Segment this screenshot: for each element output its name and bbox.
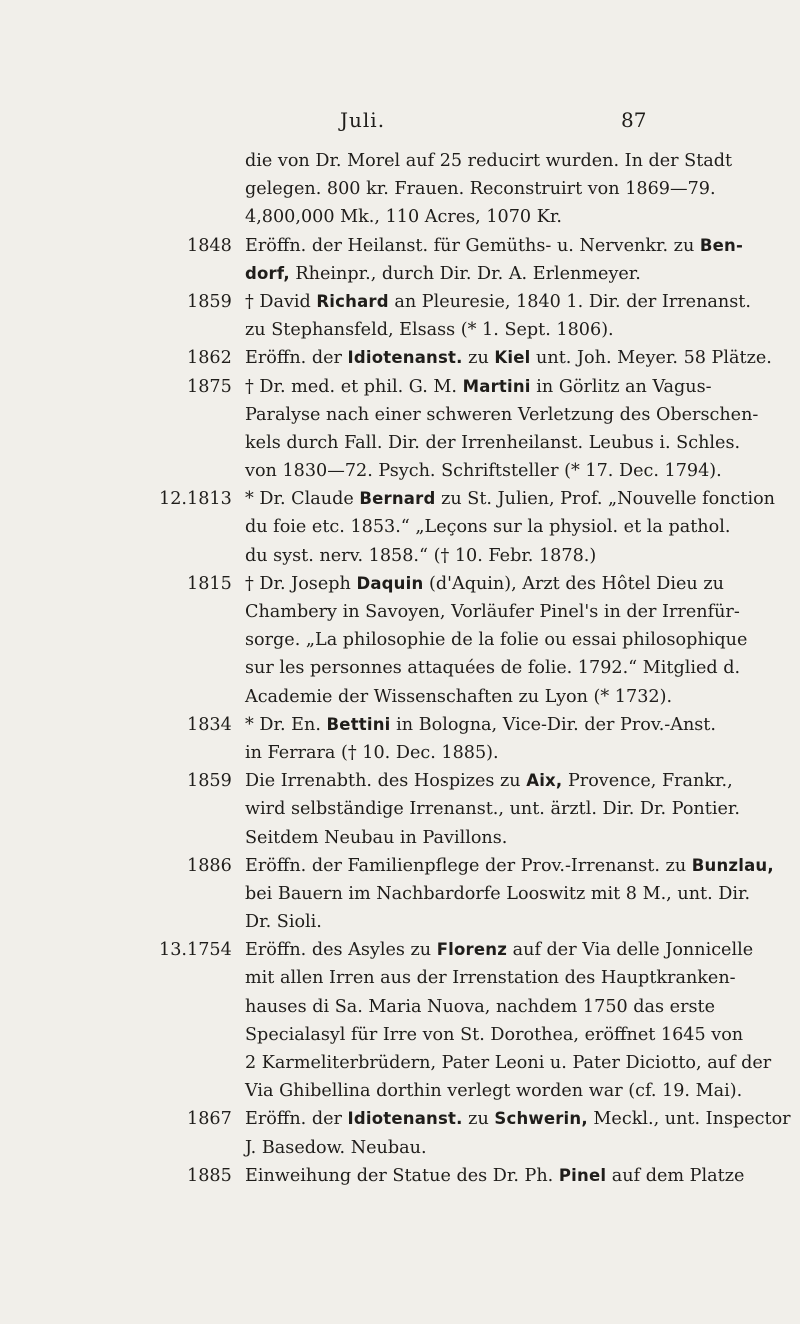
text-run: 4,800,000 Mk., 110 Acres, 1070 Kr.	[245, 207, 562, 228]
text-line	[0, 626, 800, 654]
entry-text	[245, 1134, 765, 1162]
text-line	[0, 344, 800, 372]
entry-text	[245, 570, 765, 598]
text-run: Meckl., unt. Inspector	[587, 1109, 791, 1130]
emphasized-name: Florenz	[436, 940, 508, 960]
entry-text	[245, 373, 765, 401]
entry-text	[245, 1105, 791, 1133]
text-run: Chambery in Savoyen, Vorläufer Pinel's in der Irrenfür-	[245, 602, 740, 622]
entry-text	[245, 1077, 765, 1105]
entry-year: 1859	[187, 771, 232, 792]
entry-text	[245, 485, 776, 513]
text-line	[0, 260, 800, 288]
entry-text	[245, 344, 772, 372]
entry-text	[245, 260, 765, 288]
text-line	[0, 203, 800, 231]
text-run: Eröffn. des Asyles zu	[245, 940, 437, 961]
text-run: Provence, Frankr.,	[562, 771, 733, 792]
text-line	[0, 1049, 800, 1077]
text-run: in Ferrara († 10. Dec. 1885).	[245, 742, 499, 763]
text-run: † David	[245, 291, 317, 312]
entry-text	[245, 711, 765, 739]
text-line	[0, 147, 800, 175]
text-run: Eröffn. der Heilanst. für Gemüths- u. Nervenkr. zu	[245, 235, 700, 256]
text-line	[0, 513, 800, 541]
entry-text	[245, 542, 765, 570]
text-line	[0, 936, 800, 964]
text-run: bei Bauern im Nachbardorfe Looswitz mit 8 M., unt. Dir.	[245, 883, 751, 904]
date-number: 12.	[159, 489, 187, 510]
text-run: Rheinpr., durch Dir. Dr. A. Erlenmeyer.	[289, 263, 641, 284]
text-line	[0, 711, 800, 739]
entry-text	[245, 964, 765, 992]
text-run: unt. Joh. Meyer. 58 Plätze.	[530, 348, 772, 369]
entry-text	[245, 739, 765, 767]
entry-text	[245, 993, 765, 1021]
text-line	[0, 654, 800, 682]
text-line	[0, 964, 800, 992]
text-run: in Görlitz an Vagus-	[530, 376, 712, 397]
entry-text	[245, 598, 765, 626]
entry-text	[245, 203, 765, 231]
entry-text	[245, 1162, 765, 1190]
page-body	[0, 147, 800, 1190]
text-run: (d'Aquin), Arzt des Hôtel Dieu zu	[423, 573, 724, 594]
text-line	[0, 457, 800, 485]
entry-text	[245, 1021, 765, 1049]
text-run: die von Dr. Morel auf 25 reducirt wurden. In der Stadt	[245, 151, 733, 171]
entry-text	[245, 880, 765, 908]
entry-text	[245, 795, 765, 823]
text-line	[0, 429, 800, 457]
entry-text	[245, 654, 765, 682]
entry-year: 1834	[187, 714, 232, 735]
emphasized-name: Bernard	[359, 489, 436, 509]
text-run: Die Irrenabth. des Hospizes zu	[245, 771, 527, 792]
text-line	[0, 485, 800, 513]
entry-text	[245, 767, 765, 795]
entry-year: 1875	[187, 376, 232, 397]
emphasized-name: Daquin	[356, 573, 424, 593]
text-run: J. Basedow. Neubau.	[245, 1137, 427, 1158]
text-line	[0, 1105, 800, 1133]
text-line	[0, 993, 800, 1021]
text-run: du syst. nerv. 1858.“ († 10. Febr. 1878.)	[245, 545, 597, 566]
entry-text	[245, 316, 765, 344]
entry-text	[245, 513, 765, 541]
text-line	[0, 1077, 800, 1105]
emphasized-name: Bettini	[326, 714, 391, 734]
entry-text	[245, 429, 765, 457]
entry-year: 1867	[187, 1109, 232, 1130]
text-run: an Pleuresie, 1840 1. Dir. der Irrenanst.	[388, 291, 751, 312]
entry-text	[245, 626, 765, 654]
text-line	[0, 1162, 800, 1190]
text-run: * Dr. Claude	[245, 489, 360, 510]
text-run: mit allen Irren aus der Irrenstation des Hauptkranken-	[245, 968, 736, 989]
entry-year: 1848	[187, 235, 232, 256]
text-run: sur les personnes attaquées de folie. 1792.“ Mitglied d.	[245, 658, 741, 679]
emphasized-name: Pinel	[558, 1165, 607, 1185]
page-number: 87	[621, 108, 647, 132]
entry-text	[245, 908, 765, 936]
text-run: 2 Karmeliterbrüdern, Pater Leoni u. Pater Diciotto, auf der	[245, 1053, 772, 1073]
emphasized-name: dorf,	[245, 263, 290, 283]
entry-year: 1886	[187, 855, 232, 876]
text-line	[0, 175, 800, 203]
text-line	[0, 852, 800, 880]
text-line	[0, 824, 800, 852]
entry-text	[245, 175, 765, 203]
text-run: von 1830—72. Psych. Schriftsteller (* 17. Dec. 1794).	[245, 461, 722, 482]
text-line	[0, 598, 800, 626]
text-line	[0, 232, 800, 260]
text-run: Dr. Sioli.	[245, 912, 322, 933]
text-run: zu Stephansfeld, Elsass (* 1. Sept. 1806).	[245, 320, 614, 341]
text-line	[0, 570, 800, 598]
text-run: † Dr. Joseph	[245, 573, 357, 594]
emphasized-name: Schwerin,	[494, 1109, 588, 1129]
text-run: du foie etc. 1853.“ „Leçons sur la physiol. et la pathol.	[245, 517, 731, 538]
text-line	[0, 542, 800, 570]
text-line	[0, 373, 800, 401]
emphasized-name: Idiotenanst.	[347, 1109, 463, 1129]
entry-text	[245, 1049, 772, 1077]
entry-year: 1813	[187, 489, 232, 510]
text-line	[0, 880, 800, 908]
text-run: Eröffn. der	[245, 348, 348, 369]
text-run: † Dr. med. et phil. G. M.	[245, 376, 463, 397]
emphasized-name: Kiel	[494, 348, 531, 368]
text-run: Einweihung der Statue des Dr. Ph.	[245, 1165, 559, 1186]
emphasized-name: Bunzlau,	[691, 855, 774, 875]
running-head-title: Juli.	[340, 108, 386, 132]
entry-year: 1859	[187, 291, 232, 312]
entry-text	[245, 147, 765, 175]
entry-text	[245, 936, 765, 964]
text-run: Paralyse nach einer schweren Verletzung des Oberschen-	[245, 404, 759, 425]
text-run: Eröffn. der	[245, 1109, 348, 1130]
text-run: wird selbständige Irrenanst., unt. ärztl. Dir. Dr. Pontier.	[245, 799, 740, 820]
page-header	[0, 108, 800, 136]
entry-text	[245, 683, 765, 711]
text-line	[0, 316, 800, 344]
emphasized-name: Aix,	[526, 771, 563, 791]
text-run: Academie der Wissenschaften zu Lyon (* 1732).	[245, 686, 673, 707]
text-run: auf der Via delle Jonnicelle	[507, 940, 754, 961]
text-run: kels durch Fall. Dir. der Irrenheilanst. Leubus i. Schles.	[245, 432, 741, 453]
text-run: zu St. Julien, Prof. „Nouvelle fonction	[435, 489, 776, 510]
emphasized-name: Ben-	[699, 235, 744, 255]
text-run: Eröffn. der Familienpflege der Prov.-Irrenanst. zu	[245, 855, 692, 876]
entry-text	[245, 824, 765, 852]
text-line	[0, 739, 800, 767]
text-run: * Dr. En.	[245, 714, 327, 735]
text-run: auf dem Platze	[606, 1165, 745, 1186]
text-line	[0, 401, 800, 429]
text-run: sorge. „La philosophie de la folie ou essai philosophique	[245, 630, 748, 651]
text-line	[0, 683, 800, 711]
emphasized-name: Martini	[462, 376, 531, 396]
text-run: Via Ghibellina dorthin verlegt worden war (cf. 19. Mai).	[245, 1081, 743, 1102]
emphasized-name: Idiotenanst.	[347, 348, 463, 368]
text-line	[0, 1021, 800, 1049]
date-number: 13.	[159, 940, 187, 961]
entry-text	[245, 288, 765, 316]
text-line	[0, 767, 800, 795]
text-run: zu	[462, 1109, 495, 1130]
entry-year: 1815	[187, 573, 232, 594]
entry-text	[245, 232, 765, 260]
text-line	[0, 1134, 800, 1162]
entry-text	[245, 401, 765, 429]
text-run: Specialasyl für Irre von St. Dorothea, eröffnet 1645 von	[245, 1024, 744, 1045]
text-run: gelegen. 800 kr. Frauen. Reconstruirt von 1869—79.	[245, 179, 716, 200]
entry-text	[245, 457, 765, 485]
text-run: hauses di Sa. Maria Nuova, nachdem 1750 das erste	[245, 996, 716, 1017]
text-line	[0, 288, 800, 316]
text-run: Seitdem Neubau in Pavillons.	[245, 827, 508, 848]
text-line	[0, 795, 800, 823]
emphasized-name: Richard	[316, 291, 389, 311]
text-run: zu	[462, 348, 495, 369]
text-line	[0, 908, 800, 936]
entry-year: 1885	[187, 1165, 232, 1186]
entry-year: 1862	[187, 348, 232, 369]
entry-text	[245, 852, 774, 880]
text-run: in Bologna, Vice-Dir. der Prov.-Anst.	[390, 714, 716, 735]
entry-year: 1754	[187, 940, 232, 961]
